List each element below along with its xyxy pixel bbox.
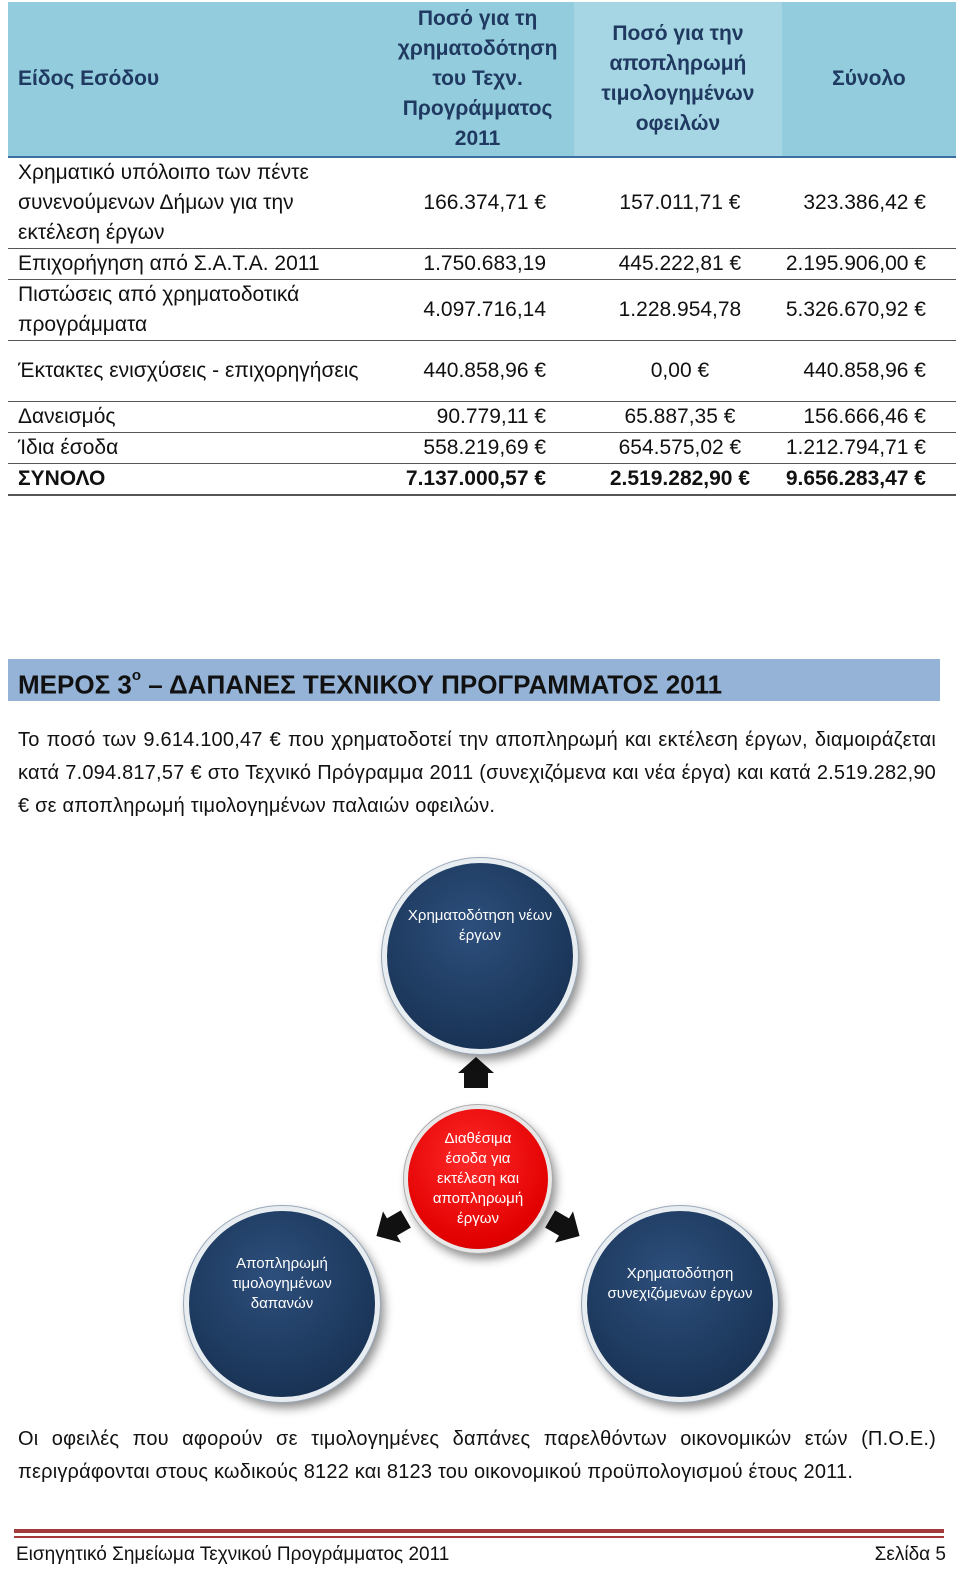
circle-available-revenue-label: Διαθέσιμα έσοδα για εκτέλεση και αποπληρωμή έργων <box>432 1130 524 1227</box>
arrow-up-icon <box>458 1057 494 1088</box>
row-invoice-value: 157.011,71 € <box>574 157 782 249</box>
section-title-prefix: ΜΕΡΟΣ 3 <box>18 669 132 700</box>
circle-available-revenue <box>404 1105 552 1253</box>
table-row <box>8 433 956 464</box>
row-invoice-value: 65.887,35 € <box>574 402 782 433</box>
row-total-value: 1.212.794,71 € <box>782 433 956 464</box>
row-total-value: 323.386,42 € <box>782 157 956 249</box>
circle-ongoing-projects-label: Χρηματοδότηση συνεχιζόμενων έργων <box>607 1265 753 1302</box>
total-total-value: 9.656.283,47 € <box>782 464 956 496</box>
footer-rule-thin <box>14 1536 944 1538</box>
row-program-value: 166.374,71 € <box>381 157 574 249</box>
table-row <box>8 280 956 341</box>
table-row <box>8 157 956 249</box>
section-title-rest: – ΔΑΠΑΝΕΣ ΤΕΧΝΙΚΟΥ ΠΡΟΓΡΑΜΜΑΤΟΣ 2011 <box>141 669 723 700</box>
table-total-row <box>8 464 956 496</box>
table-header-row <box>8 2 956 157</box>
row-invoice-value: 0,00 € <box>574 341 782 402</box>
table-row <box>8 341 956 402</box>
total-label: ΣΥΝΟΛΟ <box>8 464 381 496</box>
circle-invoice-repayment-label: Αποπληρωμή τιμολογημένων δαπανών <box>232 1255 332 1312</box>
row-invoice-value: 654.575,02 € <box>574 433 782 464</box>
row-invoice-value: 445.222,81 € <box>574 249 782 280</box>
row-label: Επιχορήγηση από Σ.Α.Τ.Α. 2011 <box>8 249 381 280</box>
arrow-right-icon <box>541 1203 588 1251</box>
section-heading <box>8 659 940 701</box>
row-total-value: 440.858,96 € <box>782 341 956 402</box>
total-invoice-value: 2.519.282,90 € <box>574 464 782 496</box>
row-total-value: 156.666,46 € <box>782 402 956 433</box>
table-row <box>8 249 956 280</box>
row-label: Έκτακτες ενισχύσεις - επιχορηγήσεις <box>8 341 381 402</box>
row-program-value: 558.219,69 € <box>381 433 574 464</box>
row-total-value: 2.195.906,00 € <box>782 249 956 280</box>
row-label: Πιστώσεις από χρηματοδοτικά προγράμματα <box>8 280 381 341</box>
header-income-type: Είδος Εσόδου <box>8 2 381 157</box>
row-invoice-value: 1.228.954,78 <box>574 280 782 341</box>
debts-paragraph: Οι οφειλές που αφορούν σε τιμολογημένες δαπάνες παρελθόντων οικονομικών ετών (Π.Ο.Ε.) περιγράφονται στους κωδικούς 8122 και 8123 του οικονομικού προϋπολογισμού έτους 2011. <box>18 1428 936 1483</box>
row-total-value: 5.326.670,92 € <box>782 280 956 341</box>
row-program-value: 4.097.716,14 <box>381 280 574 341</box>
header-invoice-amount: Ποσό για την αποπληρωμή τιμολογημένων οφειλών <box>574 2 782 157</box>
footer-page-number: Σελίδα 5 <box>874 1544 946 1565</box>
total-program-value: 7.137.000,57 € <box>381 464 574 496</box>
header-program-amount: Ποσό για τη χρηματοδότηση του Τεχν. Προγράμματος 2011 <box>381 2 574 157</box>
row-label: Ίδια έσοδα <box>8 433 381 464</box>
table-row <box>8 402 956 433</box>
income-sources-table <box>8 2 956 496</box>
row-label: Χρηματικό υπόλοιπο των πέντε συνενούμενων Δήμων για την εκτέλεση έργων <box>8 157 381 249</box>
funding-diagram <box>0 850 960 1410</box>
row-program-value: 90.779,11 € <box>381 402 574 433</box>
footer-rule-thick <box>14 1529 944 1533</box>
intro-paragraph: Το ποσό των 9.614.100,47 € που χρηματοδοτεί την αποπληρωμή και εκτέλεση έργων, διαμοιράζεται κατά 7.094.817,57 € στο Τεχνικό Πρόγραμμα 2011 (συνεχιζόμενα και νέα έργα) και κατά 2.519.282,90 € σε αποπληρωμή τιμολογημένων παλαιών οφειλών. <box>18 729 936 817</box>
row-program-value: 440.858,96 € <box>381 341 574 402</box>
row-label: Δανεισμός <box>8 402 381 433</box>
circle-invoice-repayment <box>184 1206 380 1402</box>
circle-new-projects-label: Χρηματοδότηση νέων έργων <box>407 907 553 944</box>
circle-ongoing-projects <box>582 1206 778 1402</box>
footer-document-title: Εισηγητικό Σημείωμα Τεχνικού Προγράμματος 2011 <box>16 1544 450 1565</box>
circle-new-projects <box>382 858 578 1054</box>
row-program-value: 1.750.683,19 <box>381 249 574 280</box>
header-total: Σύνολο <box>782 2 956 157</box>
section-title-sup: ο <box>131 667 142 684</box>
